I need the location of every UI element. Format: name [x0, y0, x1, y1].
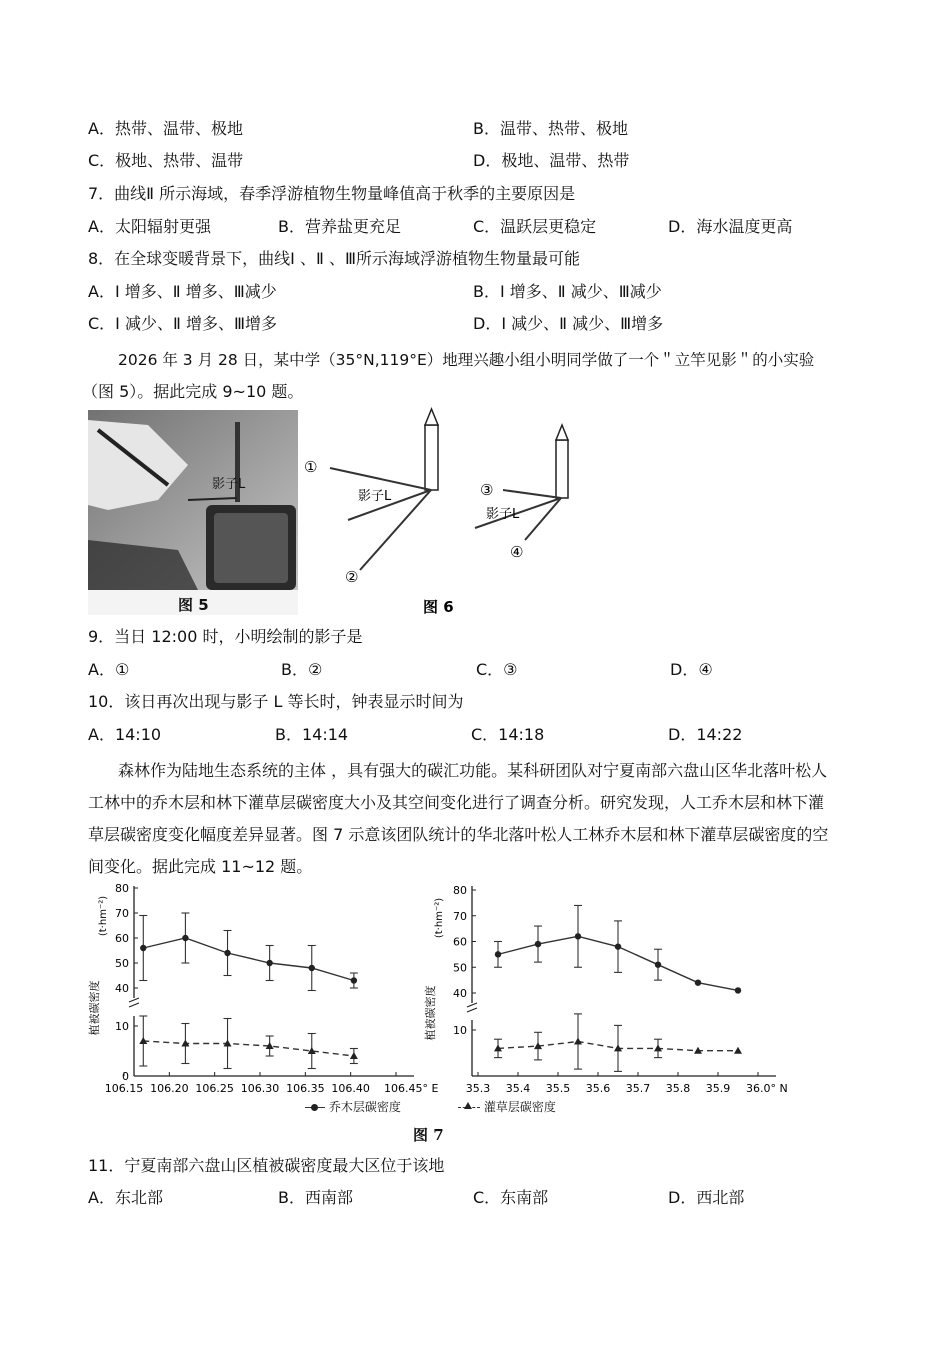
q11-option-a: A．东北部 — [88, 1188, 163, 1207]
legend-tree-layer — [305, 1098, 401, 1115]
q10-stem: 10．该日再次出现与影子 L 等长时，钟表显示时间为 — [88, 692, 464, 711]
axis-break-mark — [467, 1003, 477, 1012]
q9-stem: 9．当日 12:00 时，小明绘制的影子是 — [88, 627, 363, 646]
q6-option-a: A．热带、温带、极地 — [88, 119, 243, 138]
marker-2: ② — [345, 568, 359, 586]
q9-option-c: C．③ — [476, 660, 518, 679]
q8-option-b: B．Ⅰ 增多、Ⅱ 减少、Ⅲ减少 — [473, 282, 662, 301]
series-line-tree — [143, 938, 354, 981]
passage2-line1: 森林作为陆地生态系统的主体 ，具有强大的碳汇功能。某科研团队对宁夏南部六盘山区华北落叶松人 — [118, 761, 828, 780]
x-tick-label: 106.15 — [104, 1082, 144, 1095]
gnomon-1 — [425, 409, 438, 490]
y-tick-label: 0 — [122, 1070, 129, 1083]
y-tick-label: 10 — [115, 1020, 129, 1033]
data-point-tree — [615, 943, 621, 949]
fig5-shadow-label: 影子L — [212, 477, 246, 492]
x-tick-label: 35.8 — [665, 1082, 691, 1095]
q10-option-b: B．14:14 — [275, 725, 349, 744]
shadow-line-3 — [503, 490, 561, 498]
data-point-tree — [735, 987, 741, 993]
legend-shrub-line-icon — [458, 1107, 480, 1108]
legend-shrub-label: 灌草层碳密度 — [483, 1100, 556, 1114]
y-tick-label: 80 — [453, 884, 467, 897]
fig6-shadow-label-2: 影子L — [486, 507, 520, 522]
x-tick-label: 106.35 — [286, 1082, 325, 1095]
figure7-chart-longitude — [88, 880, 439, 1125]
q8-stem: 8．在全球变暖背景下，曲线Ⅰ 、Ⅱ 、Ⅲ所示海域浮游植物生物量最可能 — [88, 249, 580, 268]
x-tick-label: 106.20 — [150, 1082, 189, 1095]
y-tick-label: 10 — [453, 1024, 467, 1037]
q6-option-b: B．温带、热带、极地 — [473, 119, 628, 138]
q9-option-d: D．④ — [670, 660, 713, 679]
q8-option-a: A．Ⅰ 增多、Ⅱ 增多、Ⅲ减少 — [88, 282, 277, 301]
data-point-tree — [309, 965, 315, 971]
legend-tree-label: 乔木层碳密度 — [328, 1100, 401, 1114]
data-point-shrub — [350, 1052, 358, 1059]
data-point-tree — [351, 977, 357, 983]
q11-option-d: D．西北部 — [668, 1188, 745, 1207]
figure7-chart-latitude — [424, 880, 790, 1125]
fig5-caption: 图 5 — [178, 596, 209, 614]
x-tick-label: 35.5 — [545, 1082, 571, 1095]
series-line-shrub — [143, 1041, 354, 1056]
data-point-shrub — [734, 1047, 742, 1054]
y-axis-label: 植被碳密度 — [88, 980, 101, 1036]
y-tick-label: 40 — [115, 982, 129, 995]
x-tick-label: 106.40 — [331, 1082, 370, 1095]
gnomon-2 — [556, 425, 568, 498]
shadow-line-1 — [330, 468, 431, 490]
q9-option-b: B．② — [281, 660, 323, 679]
q11-option-b: B．西南部 — [278, 1188, 353, 1207]
legend-shrub-layer — [458, 1098, 556, 1115]
q10-option-d: D．14:22 — [668, 725, 743, 744]
passage1-line1: 2026 年 3 月 28 日，某中学（35°N,119°E）地理兴趣小组小明同学做了一个＂立竿见影＂的小实验 — [118, 351, 815, 369]
data-point-shrub — [574, 1038, 582, 1045]
q9-option-a: A．① — [88, 660, 130, 679]
q7-option-c: C．温跃层更稳定 — [473, 217, 597, 236]
passage2-line4: 间变化。据此完成 11~12 题。 — [88, 857, 313, 876]
data-point-tree — [266, 960, 272, 966]
y-tick-label: 50 — [453, 961, 467, 975]
data-point-shrub — [308, 1047, 316, 1054]
x-tick-label: 106.25 — [195, 1082, 234, 1095]
x-tick-label: 35.6 — [585, 1082, 611, 1095]
q6-option-c: C．极地、热带、温带 — [88, 151, 244, 170]
data-point-tree — [695, 980, 701, 986]
y-unit-label: (t·hm⁻²) — [98, 895, 109, 937]
data-point-tree — [655, 961, 661, 967]
q7-option-b: B．营养盐更充足 — [278, 217, 401, 236]
passage2-line2: 工林中的乔木层和林下灌草层碳密度大小及其空间变化进行了调查分析。研究发现，人工乔木层和林下灌 — [88, 793, 825, 812]
fig7-caption: 图 7 — [413, 1126, 444, 1144]
data-point-tree — [575, 933, 581, 939]
q6-option-d: D．极地、温带、热带 — [473, 151, 630, 170]
data-point-tree — [495, 951, 501, 957]
passage1-line2: （图 5）。据此完成 9~10 题。 — [82, 382, 304, 401]
x-tick-label: 106.45° E — [384, 1082, 439, 1095]
q11-option-c: C．东南部 — [473, 1188, 549, 1207]
y-tick-label: 80 — [115, 882, 129, 895]
data-point-tree — [182, 935, 188, 941]
figure5-photo — [88, 410, 298, 615]
x-tick-label: 35.7 — [625, 1082, 651, 1095]
x-tick-label: 106.30 — [240, 1082, 280, 1095]
y-tick-label: 50 — [115, 957, 129, 970]
x-tick-label: 35.4 — [505, 1082, 531, 1095]
q10-option-a: A．14:10 — [88, 725, 162, 744]
y-tick-label: 70 — [453, 909, 467, 923]
y-unit-label: (t·hm⁻²) — [434, 897, 445, 939]
x-tick-label: 35.9 — [705, 1082, 731, 1095]
marker-4: ④ — [510, 543, 524, 561]
q11-stem: 11．宁夏南部六盘山区植被碳密度最大区位于该地 — [88, 1156, 445, 1175]
y-tick-label: 70 — [115, 907, 129, 920]
marker-1: ① — [304, 458, 318, 476]
axis-break-mark — [129, 998, 139, 1007]
q8-option-d: D．Ⅰ 减少、Ⅱ 减少、Ⅲ增多 — [473, 314, 664, 333]
y-axis-label: 植被碳密度 — [424, 985, 437, 1041]
data-point-tree — [535, 941, 541, 947]
q8-option-c: C．Ⅰ 减少、Ⅱ 增多、Ⅲ增多 — [88, 314, 277, 333]
marker-3: ③ — [480, 481, 494, 499]
q7-stem: 7．曲线Ⅱ 所示海域，春季浮游植物生物量峰值高于秋季的主要原因是 — [88, 184, 576, 203]
q7-option-a: A．太阳辐射更强 — [88, 217, 211, 236]
y-tick-label: 60 — [115, 932, 129, 945]
fig6-caption: 图 6 — [423, 598, 454, 616]
q10-option-c: C．14:18 — [471, 725, 545, 744]
y-tick-label: 40 — [453, 987, 467, 1000]
q7-option-d: D．海水温度更高 — [668, 217, 793, 236]
fig6-shadow-label-1: 影子L — [358, 489, 392, 504]
x-tick-label: 36.0° N — [746, 1082, 788, 1095]
y-tick-label: 60 — [453, 935, 467, 949]
data-point-tree — [140, 945, 146, 951]
data-point-tree — [224, 950, 230, 956]
legend-tree-line-icon — [305, 1107, 325, 1108]
x-tick-label: 35.3 — [465, 1082, 491, 1095]
passage2-line3: 草层碳密度变化幅度差异显著。图 7 示意该团队统计的华北落叶松人工林乔木层和林下灌草层碳密度的空 — [88, 825, 829, 844]
figure6-diagram — [300, 405, 590, 620]
